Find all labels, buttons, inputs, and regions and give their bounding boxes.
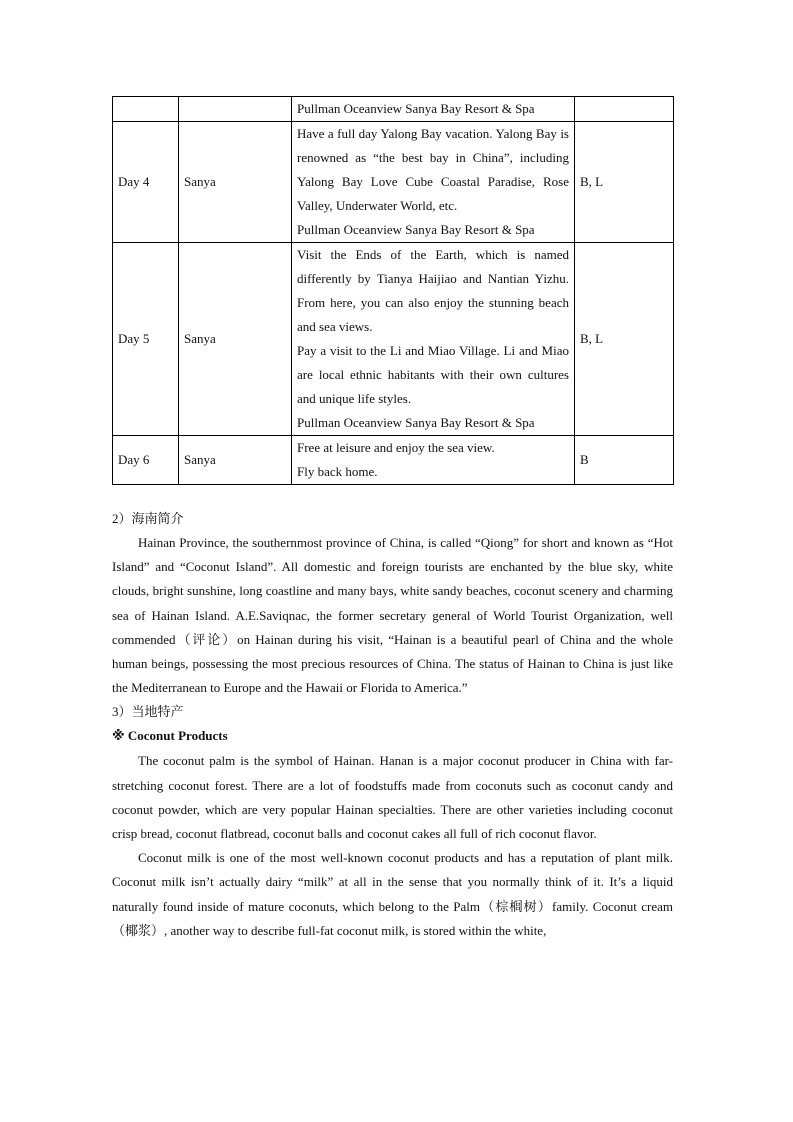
activity-line: Fly back home. [297,464,378,479]
city-cell: Sanya [179,436,292,485]
meals-cell: B, L [575,122,674,243]
activity-line: Pay a visit to the Li and Miao Village. Li and Miao are local ethnic habitants with their own cultures and unique life styles. [297,343,569,406]
city-cell: Sanya [179,243,292,436]
day-cell: Day 6 [113,436,179,485]
day-cell: Day 5 [113,243,179,436]
activity-cell [292,436,575,485]
activity-line: Pullman Oceanview Sanya Bay Resort & Spa [297,415,535,430]
meals-cell: B, L [575,243,674,436]
hainan-intro-paragraph: Hainan Province, the southernmost province of China, is called “Qiong” for short and known as “Hot Island” and “Coconut Island”. All domestic and foreign tourists are enchanted by the blue sky, white clouds, bright sunshine, long coastline and many bays, white sandy beaches, coconut scenery and charming sea of Hainan Island. A.E.Saviqnac, the former secretary general of World Tourist Organization, well commended（评论）on Hainan during his visit, “Hainan is a beautiful pearl of China and the whole human beings, possessing the most precious resources of China. The status of Hainan to China is just like the Mediterranean to Europe and the Hawaii or Florida to America.” [112,535,673,696]
section-heading-hainan-intro: 2）海南简介 [112,511,184,526]
day-cell [113,97,179,122]
activity-line: Pullman Oceanview Sanya Bay Resort & Spa [297,101,535,116]
activity-cell [292,243,575,436]
itinerary-table [112,96,674,485]
day-cell: Day 4 [113,122,179,243]
table-row [113,243,674,436]
activity-line: Visit the Ends of the Earth, which is named differently by Tianya Haijiao and Nantian Yizhu. From here, you can also enjoy the stunning beach and sea views. [297,247,569,334]
coconut-paragraph-2: Coconut milk is one of the most well-known coconut products and has a reputation of plant milk. Coconut milk isn’t actually dairy “milk” at all in the sense that you normally think of it. It’s a liquid naturally found inside of mature coconuts, which belong to the Palm（棕榈树）family. Coconut cream（椰浆）, another way to describe full-fat coconut milk, is stored within the white, [112,850,673,938]
coconut-paragraph-1: The coconut palm is the symbol of Hainan. Hanan is a major coconut producer in China with far-stretching coconut forest. There are a lot of foodstuffs made from coconuts such as coconut candy and coconut powder, which are very popular Hainan specialties. There are other varieties including coconut crisp bread, coconut flatbread, coconut balls and coconut cakes all full of rich coconut flavor. [112,753,673,842]
section-heading-local-specialties: 3）当地特产 [112,704,184,720]
activity-cell [292,97,575,122]
table-row [113,122,674,243]
table-row [113,436,674,485]
table-row [113,97,674,122]
meals-cell [575,97,674,122]
activity-cell [292,122,575,243]
activity-line: Free at leisure and enjoy the sea view. [297,440,495,455]
reference-mark-icon: ※ [112,729,125,745]
city-cell [179,97,292,122]
subheading-text: Coconut Products [127,728,228,744]
activity-line: Have a full day Yalong Bay vacation. Yalong Bay is renowned as “the best bay in China”, including Yalong Bay Love Cube Coastal Paradise, Rose Valley, Underwater World, etc. [297,126,569,213]
meals-cell: B [575,436,674,485]
subheading-coconut-products [112,724,673,749]
document-page [112,96,673,943]
city-cell: Sanya [179,122,292,243]
activity-line: Pullman Oceanview Sanya Bay Resort & Spa [297,222,535,237]
